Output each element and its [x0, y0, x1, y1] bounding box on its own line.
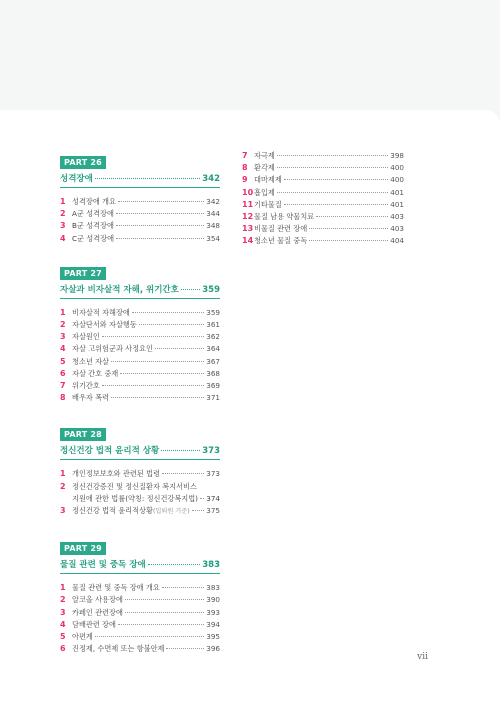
leader-dots: [200, 498, 204, 499]
part-badge: PART 28: [60, 428, 106, 441]
entry-number: 2: [60, 209, 66, 219]
entry-page: 398: [390, 151, 404, 160]
entry-page: 348: [206, 221, 220, 231]
entry-label: 청소년 자살: [72, 356, 110, 366]
toc-entry[interactable]: [60, 594, 220, 606]
entry-number: 7: [242, 151, 248, 160]
toc-entry[interactable]: [242, 211, 404, 223]
toc-entry[interactable]: [242, 223, 404, 235]
entry-number: 1: [60, 197, 66, 206]
part-badge: PART 27: [60, 267, 106, 280]
leader-dots: [277, 155, 388, 156]
toc-entry[interactable]: [60, 220, 220, 232]
entry-page: 404: [390, 236, 404, 246]
leader-dots: [125, 612, 204, 613]
leader-dots: [277, 167, 388, 168]
entry-number: 2: [60, 320, 66, 330]
entry-label: 알코올 사용장애: [72, 595, 123, 605]
entry-page: 400: [390, 175, 404, 185]
entry-number: 11: [242, 199, 254, 209]
leader-dots: [111, 397, 204, 398]
toc-left-column: [60, 150, 220, 681]
entry-number: 1: [60, 307, 66, 317]
leader-dots: [181, 289, 200, 290]
entry-number: 8: [242, 163, 248, 173]
entry-page: 390: [206, 595, 220, 605]
entry-number: 1: [60, 469, 66, 479]
part-29-section: [60, 536, 220, 655]
entry-label: 물질 남용 약물치료: [254, 212, 315, 222]
toc-entry[interactable]: [60, 307, 220, 319]
part-title-text: 물질 관련 및 중독 장애: [60, 560, 146, 571]
entry-label: 자살단서와 자살행동: [72, 320, 137, 330]
entry-page: 344: [206, 209, 220, 219]
toc-entry[interactable]: [242, 187, 404, 199]
toc-entry[interactable]: [60, 392, 220, 404]
entry-label: 자극제: [254, 151, 275, 160]
part-title-text: 자살과 비자살적 자해, 위기간호: [60, 284, 179, 295]
toc-entry[interactable]: [60, 343, 220, 355]
leader-dots: [132, 312, 204, 313]
entry-page: 394: [206, 619, 220, 629]
entry-page: 369: [206, 381, 220, 391]
leader-dots: [116, 213, 204, 214]
entry-label: C군 성격장애: [72, 233, 115, 243]
entry-page: 368: [206, 368, 220, 378]
part-title-text: 정신건강 법적 윤리적 상황: [60, 446, 160, 457]
part-page: 342: [202, 174, 220, 184]
leader-dots: [116, 225, 204, 226]
toc-entry[interactable]: [242, 235, 404, 247]
entry-number: 6: [60, 644, 66, 654]
entry-page: 396: [206, 644, 220, 654]
entry-label: 카페인 관련장애: [72, 607, 123, 617]
entry-note: (약칭: 정신건강복지법): [125, 493, 198, 503]
leader-dots: [277, 192, 388, 193]
entry-number: 3: [60, 332, 66, 342]
toc-right-column: [242, 150, 404, 248]
part-27-section: [60, 261, 220, 405]
entry-label: 기타물질: [254, 199, 282, 209]
entry-number: 1: [60, 583, 66, 593]
toc-entry[interactable]: [60, 233, 220, 245]
entry-page: 362: [206, 332, 220, 342]
toc-entry[interactable]: [242, 174, 404, 186]
part-page: 373: [202, 446, 220, 457]
entry-number: 3: [60, 221, 66, 231]
entry-label: 청소년 물질 중독: [254, 236, 308, 246]
leader-dots: [102, 385, 205, 386]
leader-dots: [95, 636, 204, 637]
leader-dots: [155, 348, 204, 349]
entry-label: 아편계: [72, 632, 93, 642]
entry-label: 배우자 폭력: [72, 393, 110, 403]
entry-label: 진정제, 수면제 또는 항불안제: [72, 644, 165, 654]
toc-entry[interactable]: [60, 368, 220, 380]
leader-dots: [162, 473, 204, 474]
entry-label: B군 성격장애: [72, 221, 114, 231]
entry-number: 7: [60, 381, 66, 391]
entry-label-continued: 지원에 관한 법률: [72, 493, 126, 503]
toc-entry[interactable]: [242, 162, 404, 174]
entry-note: (입퇴원 기준): [152, 508, 190, 516]
toc-entry[interactable]: [60, 380, 220, 392]
entry-number: 13: [242, 224, 254, 234]
entry-page: 393: [206, 607, 220, 617]
entry-page: 401: [390, 199, 404, 209]
part-page: 383: [202, 560, 220, 571]
part-title-text: 성격장애: [60, 174, 93, 184]
entry-number: 2: [60, 481, 66, 491]
entry-number: 9: [242, 175, 248, 185]
entry-page: 375: [206, 506, 220, 516]
part-26-section: [60, 150, 220, 245]
page-number: vii: [417, 652, 428, 662]
entry-page: 342: [206, 197, 220, 206]
toc-entry[interactable]: [60, 631, 220, 643]
entry-page: 367: [206, 356, 220, 366]
entry-label: 성격장애 개요: [72, 197, 116, 206]
toc-entry[interactable]: [60, 331, 220, 343]
entry-label: 담배관련 장애: [72, 619, 116, 629]
entry-label: 정신건강증진 및 정신질환자 복지서비스: [72, 481, 197, 491]
toc-entry[interactable]: [60, 582, 220, 594]
entry-number: 3: [60, 607, 66, 617]
toc-entry[interactable]: [60, 505, 220, 518]
toc-entry[interactable]: [60, 468, 220, 480]
leader-dots: [309, 228, 388, 229]
leader-dots: [102, 336, 205, 337]
leader-dots: [161, 450, 200, 451]
entry-number: 5: [60, 632, 66, 642]
toc-entry[interactable]: [242, 150, 404, 162]
entry-label: 환각제: [254, 163, 275, 173]
toc-page: [0, 110, 500, 707]
entry-page: 364: [206, 344, 220, 354]
entry-number: 6: [60, 368, 66, 378]
leader-dots: [95, 178, 200, 179]
entry-number: 2: [60, 595, 66, 605]
entry-number: 14: [242, 236, 254, 246]
toc-entry[interactable]: [60, 481, 220, 505]
entry-number: 4: [60, 619, 66, 629]
toc-entry[interactable]: [60, 196, 220, 208]
entry-number: 4: [60, 233, 66, 243]
part-badge: PART 29: [60, 542, 106, 555]
entry-label: 흡입제: [254, 187, 275, 197]
leader-dots: [125, 599, 204, 600]
part-badge: PART 26: [60, 156, 106, 169]
entry-label: 비물질 관련 장애: [254, 224, 308, 234]
leader-dots: [118, 201, 204, 202]
leader-dots: [284, 204, 389, 205]
entry-page: 371: [206, 393, 220, 403]
entry-page: 383: [206, 583, 220, 593]
entry-number: 3: [60, 506, 66, 516]
leader-dots: [192, 510, 205, 511]
entry-page: 354: [206, 233, 220, 243]
entry-number: 5: [60, 356, 66, 366]
entry-label: 위기간호: [72, 381, 100, 391]
leader-dots: [309, 240, 388, 241]
entry-label: 자살 고위험군과 사정요인: [72, 344, 153, 354]
entry-page: 361: [206, 320, 220, 330]
toc-entry[interactable]: [60, 619, 220, 631]
entry-label: 정신건강 법적 윤리적상황: [72, 506, 153, 516]
part-title[interactable]: [60, 172, 220, 188]
entry-page: 373: [206, 469, 220, 479]
entry-number: 12: [242, 212, 254, 222]
entry-label: 대마제제: [254, 175, 282, 185]
toc-entry[interactable]: [242, 199, 404, 211]
part-28-section: [60, 422, 220, 518]
leader-dots: [139, 324, 205, 325]
entry-number: 8: [60, 393, 66, 403]
leader-dots: [148, 564, 201, 565]
leader-dots: [118, 624, 204, 625]
entry-page: 401: [390, 187, 404, 197]
entry-label: A군 성격장애: [72, 209, 114, 219]
entry-page: 374: [206, 493, 220, 503]
leader-dots: [162, 587, 204, 588]
entry-label: 자살원인: [72, 332, 100, 342]
entry-page: 359: [206, 307, 220, 317]
toc-entry[interactable]: [60, 643, 220, 655]
entry-number: 10: [242, 187, 254, 197]
leader-dots: [284, 179, 389, 180]
part-title[interactable]: [60, 444, 220, 460]
leader-dots: [316, 216, 388, 217]
entry-label: 자살 간호 중재: [72, 368, 119, 378]
part-title[interactable]: [60, 558, 220, 574]
entry-label: 개인정보보호와 관련된 법령: [72, 469, 160, 479]
part-page: 359: [202, 284, 220, 295]
entry-page: 400: [390, 163, 404, 173]
toc-entry[interactable]: [60, 319, 220, 331]
toc-entry[interactable]: [60, 607, 220, 619]
leader-dots: [166, 648, 204, 649]
toc-entry[interactable]: [60, 208, 220, 220]
entry-label: 물질 관련 및 중독 장애 개요: [72, 583, 160, 593]
entry-number: 4: [60, 344, 66, 354]
entry-page: 403: [390, 224, 404, 234]
leader-dots: [111, 361, 204, 362]
part-title[interactable]: [60, 283, 220, 299]
entry-page: 395: [206, 632, 220, 642]
toc-entry[interactable]: [60, 356, 220, 368]
entry-label: 비자살적 자해장애: [72, 307, 130, 317]
leader-dots: [120, 373, 204, 374]
entry-page: 403: [390, 212, 404, 222]
leader-dots: [116, 238, 204, 239]
